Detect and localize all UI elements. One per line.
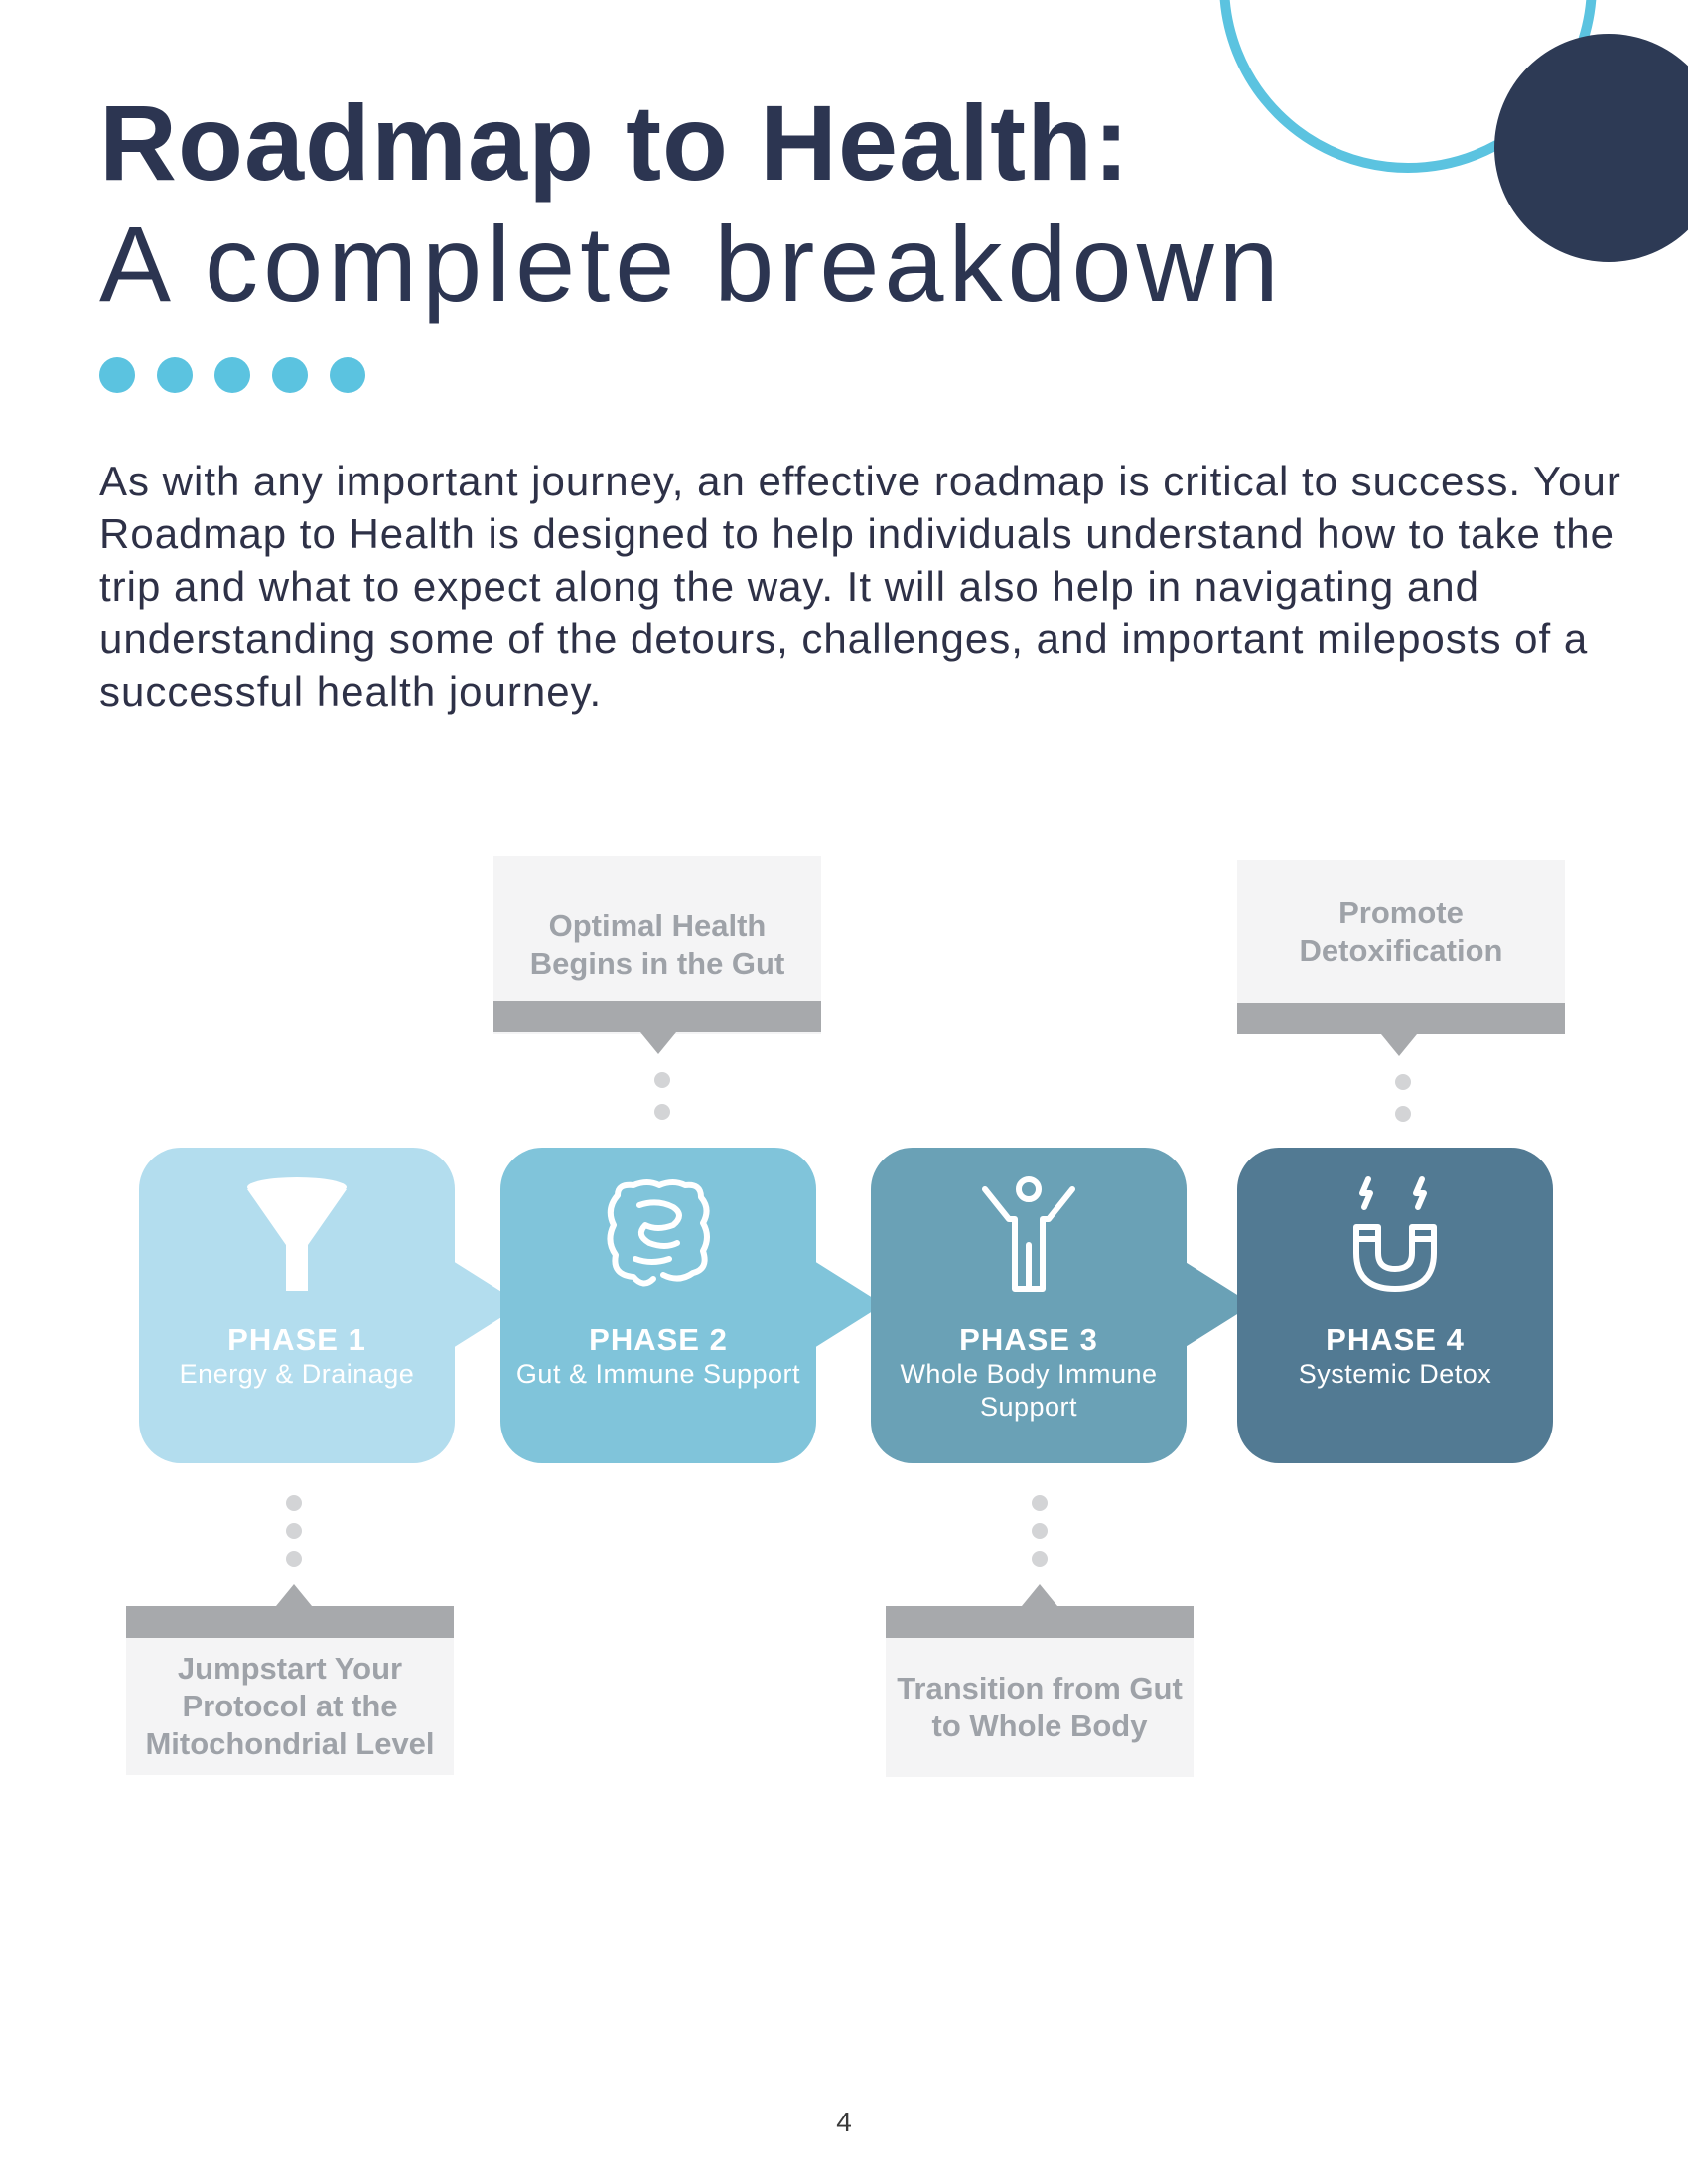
person-icon: [871, 1175, 1187, 1293]
callout-pointer: [276, 1584, 312, 1606]
phase-subtitle: Energy & Drainage: [179, 1359, 415, 1389]
connector-dot: [1395, 1074, 1411, 1090]
connector-dot: [286, 1523, 302, 1539]
callout-text: Jumpstart Your Protocol at the Mitochondrial Level: [145, 1651, 435, 1761]
connector-dot: [1032, 1523, 1048, 1539]
phase-title: PHASE 1: [227, 1322, 366, 1357]
page-title: Roadmap to Health:: [99, 82, 1131, 203]
accent-dot: [330, 357, 365, 393]
accent-dots: [99, 357, 365, 393]
phase-subtitle: Systemic Detox: [1298, 1359, 1492, 1389]
phase-title: PHASE 2: [589, 1322, 728, 1357]
page-subtitle: A complete breakdown: [99, 204, 1284, 324]
phase-title: PHASE 3: [959, 1322, 1098, 1357]
callout-phase-4: [1237, 860, 1565, 1005]
callout-phase-1: [126, 1638, 454, 1775]
phase-3-card: [871, 1148, 1187, 1463]
phase-2-card: [500, 1148, 816, 1463]
funnel-icon: [139, 1175, 455, 1293]
accent-dot: [272, 357, 308, 393]
connector-dot: [1032, 1551, 1048, 1567]
phase-1-card: [139, 1148, 455, 1463]
phase-subtitle: Whole Body Immune Support: [900, 1359, 1158, 1422]
page-number: 4: [836, 2107, 852, 2137]
connector-dot: [286, 1551, 302, 1567]
connector-dot: [654, 1072, 670, 1088]
callout-bar: [886, 1606, 1194, 1638]
phase-title: PHASE 4: [1326, 1322, 1465, 1357]
callout-bar: [1237, 1003, 1565, 1034]
phase-4-card: [1237, 1148, 1553, 1463]
phase-subtitle: Gut & Immune Support: [515, 1359, 801, 1389]
callout-text: Promote Detoxification: [1299, 895, 1503, 968]
callout-bar: [126, 1606, 454, 1638]
callout-pointer: [1022, 1584, 1057, 1606]
callout-text: Transition from Gut to Whole Body: [897, 1671, 1183, 1743]
callout-phase-3: [886, 1638, 1194, 1777]
callout-bar: [493, 1001, 821, 1032]
connector-dot: [1032, 1495, 1048, 1511]
accent-dot: [157, 357, 193, 393]
intro-paragraph: As with any important journey, an effective roadmap is critical to success. Your Roadmap to Health is designed to help individuals understand how to take the trip and what to expect along the way. It will also help in navigating and understanding some of the detours, challenges, and important mileposts of a successful health journey.: [99, 458, 1621, 715]
connector-dot: [1395, 1106, 1411, 1122]
accent-dot: [99, 357, 135, 393]
callout-pointer: [640, 1032, 676, 1054]
callout-pointer: [1381, 1034, 1417, 1056]
magnet-icon: [1237, 1175, 1553, 1293]
connector-dot: [286, 1495, 302, 1511]
accent-dot: [214, 357, 250, 393]
intestine-icon: [500, 1175, 816, 1293]
connector-dot: [654, 1104, 670, 1120]
callout-text: Optimal Health Begins in the Gut: [529, 908, 785, 981]
